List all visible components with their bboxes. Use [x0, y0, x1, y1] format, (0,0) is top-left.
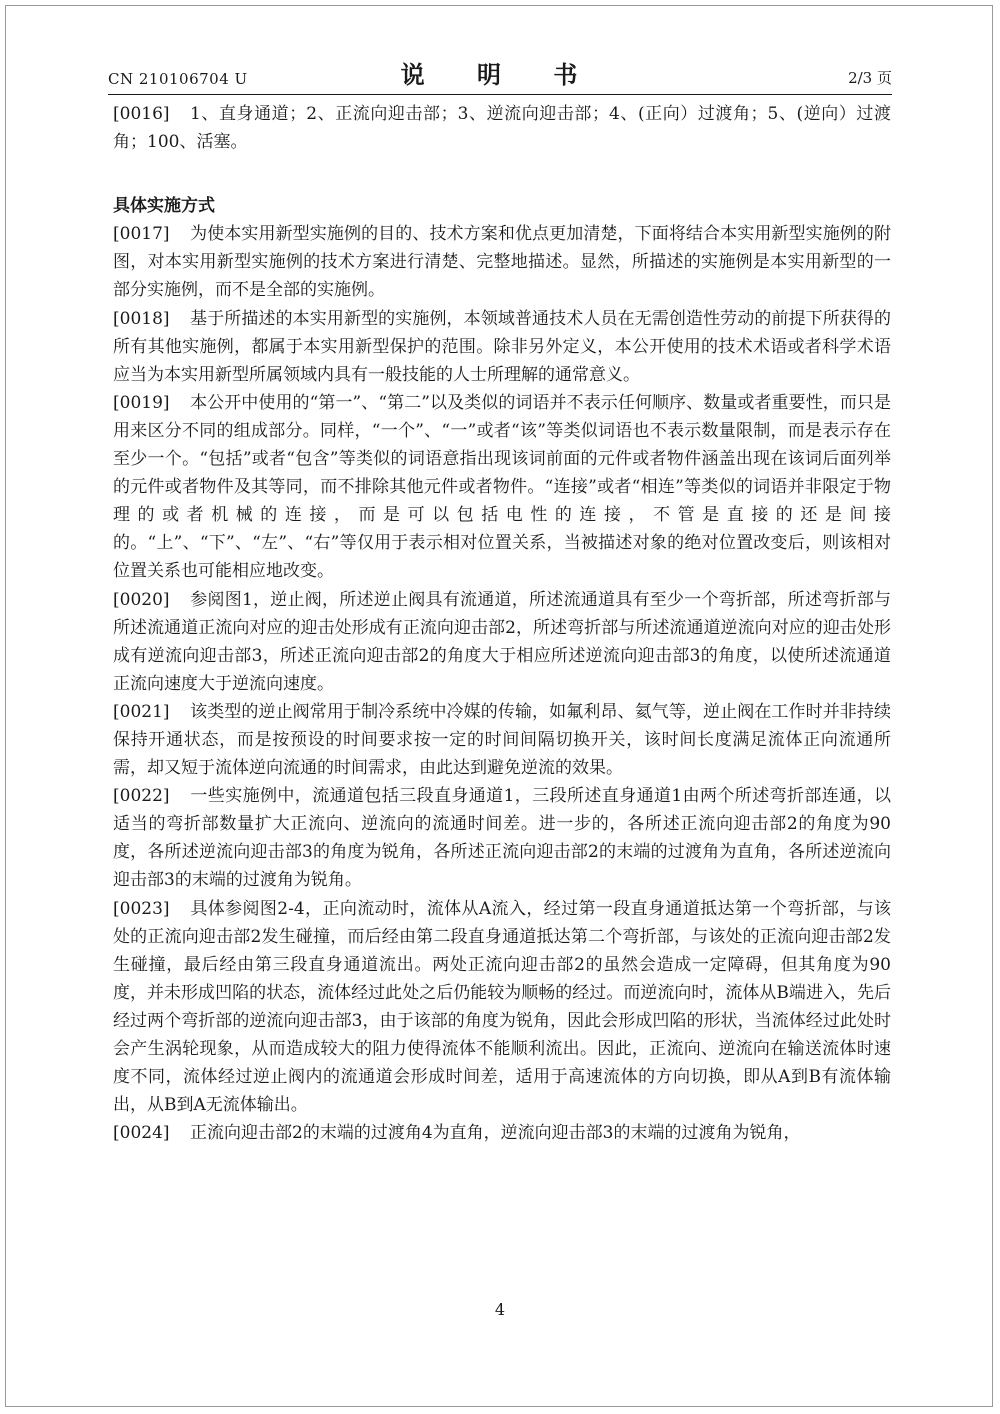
paragraph — [113, 100, 891, 156]
paragraph-text: 为使本实用新型实施例的目的、技术方案和优点更加清楚，下面将结合本实用新型实施例的附图，对本实用新型实施例的技术方案进行清楚、完整地描述。显然，所描述的实施例是本实用新型的一部分实施例，而不是全部的实施例。 — [113, 224, 891, 301]
paragraph-number: [0020] — [113, 589, 170, 610]
page-indicator: 2/3 页 — [848, 69, 892, 87]
paragraph-text: 正流向迎击部2的末端的过渡角4为直角，逆流向迎击部3的末端的过渡角为锐角， — [190, 1123, 801, 1144]
paragraph-number: [0024] — [113, 1123, 170, 1144]
document-title: 说 明 书 — [400, 61, 600, 89]
paragraph-number: [0021] — [113, 701, 170, 722]
paragraph-number: [0023] — [113, 898, 170, 919]
paragraph — [113, 305, 891, 389]
paragraph-text: 1、直身通道；2、正流向迎击部；3、逆流向迎击部；4、(正向）过渡角；5、(逆向）过渡角；100、活塞。 — [113, 104, 891, 153]
document-number: CN 210106704 U — [108, 70, 248, 88]
paragraph — [113, 698, 891, 782]
section-heading: 具体实施方式 — [113, 196, 215, 217]
paragraph-text: 该类型的逆止阀常用于制冷系统中冷媒的传输，如氟利昂、氦气等，逆止阀在工作时并非持续保持开通状态，而是按预设的时间要求按一定的时间间隔切换开关，该时间长度满足流体正向流通所需，却又短于流体逆向流通的时间需求，由此达到避免逆流的效果。 — [113, 701, 891, 779]
paragraph — [113, 895, 891, 1120]
paragraph-text: 基于所描述的本实用新型的实施例，本领域普通技术人员在无需创造性劳动的前提下所获得的所有其他实施例，都属于本实用新型保护的范围。除非另外定义，本公开使用的技术术语或者科学术语应当为本实用新型所属领域内具有一般技能的人士所理解的通常意义。 — [113, 308, 891, 385]
page-header — [108, 58, 892, 94]
paragraph — [113, 389, 891, 586]
paragraph-number: [0017] — [113, 224, 170, 245]
paragraph-number: [0022] — [113, 786, 170, 807]
paragraph — [113, 782, 891, 894]
page-number: 4 — [494, 1300, 506, 1319]
paragraph-number: [0016] — [113, 104, 170, 124]
document-body — [113, 100, 891, 1147]
paragraph — [113, 1119, 891, 1147]
header-rule — [108, 94, 892, 95]
paragraph-text: 本公开中使用的“第一”、“第二”以及类似的词语并不表示任何顺序、数量或者重要性，而只是用来区分不同的组成部分。同样，“一个”、“一”或者“该”等类似词语也不表示数量限制，而是表示存在至少一个。“包括”或者“包含”等类似的词语意指出现该词前面的元件或者物件涵盖出现在该词后面列举的元件或者物件及其等同，而不排除其他元件或者物件。“连接”或者“相连”等类似的词语并非限定于物理的或者机械的连接，而是可以包括电性的连接，不管是直接的还是间接的。“上”、“下”、“左”、“右”等仅用于表示相对位置关系，当被描述对象的绝对位置改变后，则该相对位置关系也可能相应地改变。 — [113, 392, 891, 582]
paragraph-number: [0018] — [113, 308, 170, 329]
paragraph-text: 具体参阅图2-4，正向流动时，流体从A流入，经过第一段直身通道抵达第一个弯折部，与该处的正流向迎击部2发生碰撞，而后经由第二段直身通道抵达第二个弯折部，与该处的正流向迎击部2发生碰撞，最后经由第三段直身通道流出。两处正流向迎击部2的虽然会造成一定障碍，但其角度为90度，并未形成凹陷的状态，流体经过此处之后仍能较为顺畅的经过。而逆流向时，流体从B端进入，先后经过两个弯折部的逆流向迎击部3，由于该部的角度为锐角，因此会形成凹陷的形状，当流体经过此处时会产生涡轮现象，从而造成较大的阻力使得流体不能顺利流出。因此，正流向、逆流向在输送流体时速度不同，流体经过逆止阀内的流通道会形成时间差，适用于高速流体的方向切换，即从A到B有流体输出，从B到A无流体输出。 — [113, 898, 891, 1116]
paragraph — [113, 586, 891, 698]
paragraph — [113, 220, 891, 304]
paragraph-number: [0019] — [113, 392, 170, 413]
paragraph-text: 参阅图1，逆止阀，所述逆止阀具有流通道，所述流通道具有至少一个弯折部，所述弯折部与所述流通道正流向对应的迎击处形成有正流向迎击部2，所述弯折部与所述流通道逆流向对应的迎击处形成有逆流向迎击部3，所述正流向迎击部2的角度大于相应所述逆流向迎击部3的角度，以使所述流通道正流向速度大于逆流向速度。 — [113, 589, 891, 694]
paragraph-text: 一些实施例中，流通道包括三段直身通道1，三段所述直身通道1由两个所述弯折部连通，以适当的弯折部数量扩大正流向、逆流向的流通时间差。进一步的，各所述正流向迎击部2的角度为90度，各所述逆流向迎击部3的角度为锐角，各所述正流向迎击部2的末端的过渡角为直角，各所述逆流向迎击部3的末端的过渡角为锐角。 — [113, 786, 891, 891]
